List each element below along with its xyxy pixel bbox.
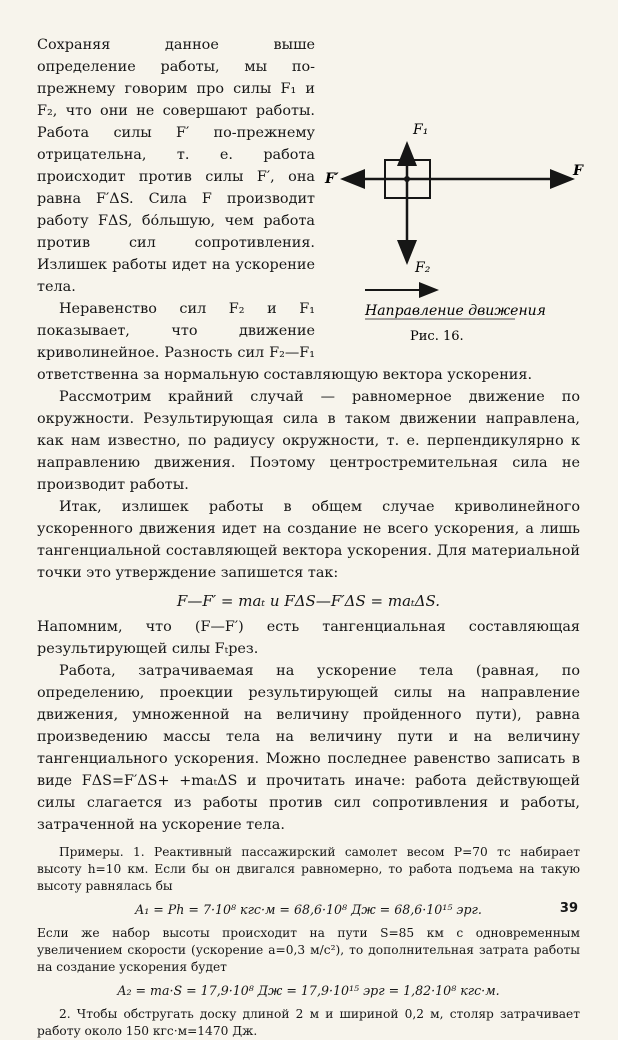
examples-2: Если же набор высоты происходит на пути S=85 км с одновременным увеличением скорости (ускорение a=0,3 м/с²), то дополнительная затрата работы на создание ускорения будет	[37, 926, 580, 974]
figure-16	[325, 38, 583, 346]
page-body	[37, 34, 583, 1040]
figure-caption: Рис. 16.	[410, 329, 464, 344]
paragraph-4: Итак, излишек работы в общем случае криволинейного ускоренного движения идет на создание не всего ускорения, а лишь тангенциальной составляющей вектора ускорения. Для материальной точки это утверждение запишется так:	[37, 499, 580, 581]
formula-a2: A₂ = ma·S = 17,9·10⁸ Дж = 17,9·10¹⁵ эрг = 1,82·10⁸ кгс·м.	[117, 983, 500, 998]
paragraph-work: Работа, затрачиваемая на ускорение тела (равная, по определению, проекции результирующей силы на направление движения, умноженной на величину пройденного пути), равна произведению массы тела на величину пути и на величину тангенциального ускорения. Можно последнее равенство записать в виде FΔS=F′ΔS+ +maₜΔS и прочитать иначе: работа действующей силы слагается из работы против сил сопротивления и работы, затраченной на ускорение тела.	[37, 663, 580, 833]
formula-a1: A₁ = Ph = 7·10⁸ кгс·м = 68,6·10⁸ Дж = 68,6·10¹⁵ эрг.	[135, 902, 482, 917]
paragraph-2: Неравенство сил F₂ и F₁ показывает, что движение криволинейное. Разность сил F₂—F₁ ответственна за нормальную составляющую вектора ускорения.	[37, 301, 533, 383]
direction-caption: Направление движения	[365, 303, 546, 319]
label-f: F	[573, 163, 583, 179]
force-diagram	[325, 38, 583, 346]
paragraph-1: Сохраняя данное выше определение работы, мы по-прежнему говорим про силы F₁ и F₂, что они не совершают работы. Работа силы F′ по-прежнему отрицательна, т. е. работа происходит против силы F′, она равна F′ΔS. Сила F производит работу FΔS, бо́льшую, чем работа против сил сопротивления. Излишек работы идет на ускорение тела.	[37, 37, 315, 295]
formula-main: F—F′ = maₜ и FΔS—F′ΔS = maₜΔS.	[176, 592, 441, 610]
label-fprime: F′	[325, 171, 339, 187]
examples-1: Примеры. 1. Реактивный пассажирский самолет весом P=70 тс набирает высоту h=10 км. Если бы он двигался равномерно, то работа подъема на такую высоту равнялась бы	[37, 845, 580, 893]
paragraph-tangential: Напомним, что (F—F′) есть тангенциальная составляющая результирующей силы Fₜрез.	[37, 619, 580, 657]
label-f1: F₁	[413, 122, 429, 138]
page-number: 39	[559, 901, 578, 916]
paragraph-3: Рассмотрим крайний случай — равномерное движение по окружности. Результирующая сила в таком движении направлена, как нам известно, по радиусу окружности, т. е. перпендикулярно к направлению движения. Поэтому центростремительная сила не производит работы.	[37, 389, 580, 493]
examples-3: 2. Чтобы обстругать доску длиной 2 м и шириной 0,2 м, столяр затрачивает работу около 150 кгс·м=1470 Дж.	[37, 1007, 580, 1038]
label-f2: F₂	[415, 260, 431, 276]
